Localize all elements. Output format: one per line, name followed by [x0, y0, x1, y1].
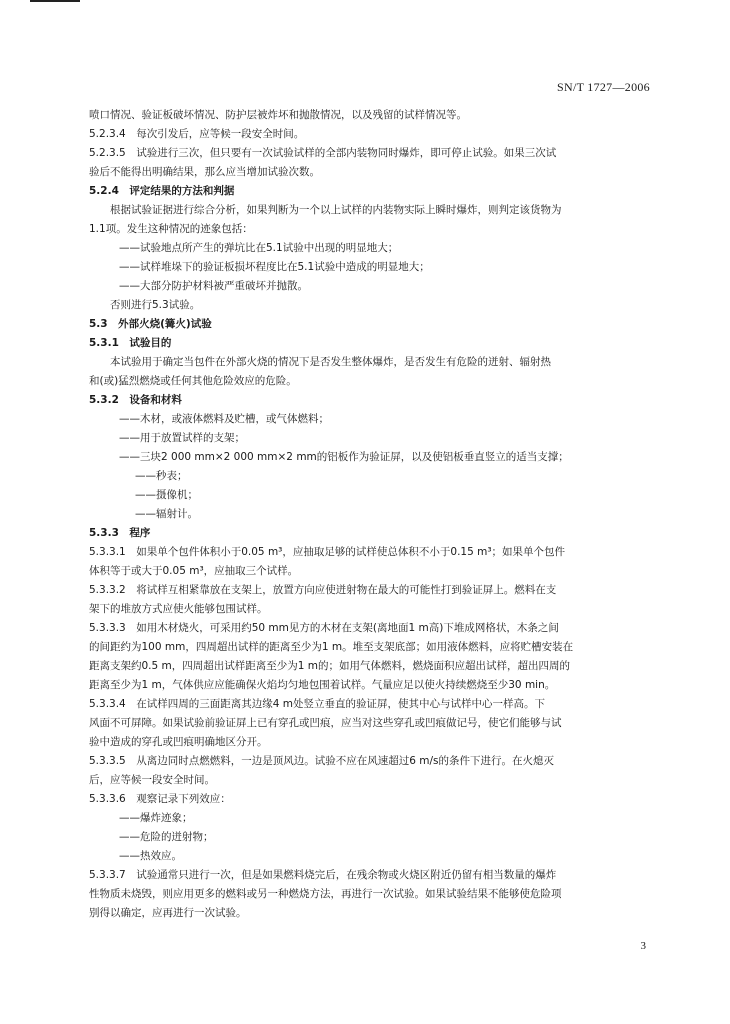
- text-line: 验后不能得出明确结果，那么应当增加试验次数。: [89, 166, 320, 178]
- document-body: [89, 106, 650, 923]
- list-item: ——木材，或液体燃料及贮槽，或气体燃料；: [119, 413, 329, 425]
- text-line: 风面不可屏障。如果试验前验证屏上已有穿孔或凹痕，应当对这些穿孔或凹痕做记号，使它们能够与试: [89, 717, 562, 729]
- clause-5-3-3-4: 5.3.3.4 在试样四周的三面距离其边缘4 m处竖立垂直的验证屏，使其中心与试样中心一样高。下: [89, 698, 545, 710]
- text-line: 别得以确定，应再进行一次试验。: [89, 907, 247, 919]
- list-item: ——用于放置试样的支架；: [119, 432, 245, 444]
- text-line: 架下的堆放方式应使火能够包围试样。: [89, 603, 268, 615]
- list-item: ——大部分防护材料被严重破坏并抛散。: [119, 280, 308, 292]
- clause-5-3-3-3: 5.3.3.3 如用木材烧火，可采用约50 mm见方的木材在支架(离地面1 m高)下堆成网格状，木条之间: [89, 622, 559, 634]
- section-heading-5-3-1: 5.3.1 试验目的: [89, 337, 172, 349]
- section-heading-5-3-3: 5.3.3 程序: [89, 527, 151, 539]
- clause-5-3-3-1: 5.3.3.1 如果单个包件体积小于0.05 m³，应抽取足够的试样使总体积不小于0.15 m³；如果单个包件: [89, 546, 566, 558]
- clause-5-3-3-6: 5.3.3.6 观察记录下列效应：: [89, 793, 231, 805]
- text-line: 距离支架约0.5 m，四周超出试样距离至少为1 m的；如用气体燃料，燃烧面积应超出试样，超出四周的: [89, 660, 571, 672]
- text-line: 验中造成的穿孔或凹痕明确地区分开。: [89, 736, 268, 748]
- text-line: 和(或)猛烈燃烧或任何其他危险效应的危险。: [89, 375, 297, 387]
- clause-5-3-3-5: 5.3.3.5 从离边同时点燃燃料，一边是顶风边。试验不应在风速超过6 m/s的条件下进行。在火熄灭: [89, 755, 554, 767]
- section-heading-5-3: 5.3 外部火烧(篝火)试验: [89, 318, 212, 330]
- standard-number: SN/T 1727—2006: [557, 80, 650, 94]
- text-line: 的间距约为100 mm，四周超出试样的距离至少为1 m。堆至支架底部；如用液体燃料，应将贮槽安装在: [89, 641, 574, 653]
- list-item: ——试样堆垛下的验证板损坏程度比在5.1试验中造成的明显地大；: [119, 261, 430, 273]
- list-item: ——三块2 000 mm×2 000 mm×2 mm的铝板作为验证屏，以及使铝板垂直竖立的适当支撑；: [119, 451, 569, 463]
- text-line: 1.1项。发生这种情况的迹象包括：: [89, 223, 253, 235]
- list-item: ——热效应。: [119, 850, 182, 862]
- list-item: ——摄像机；: [135, 489, 198, 501]
- list-item: ——试验地点所产生的弹坑比在5.1试验中出现的明显地大；: [119, 242, 399, 254]
- text-line: 否则进行5.3试验。: [110, 299, 201, 311]
- clause-5-3-3-7: 5.3.3.7 试验通常只进行一次，但是如果燃料烧完后，在残余物或火烧区附近仍留有相当数量的爆炸: [89, 869, 557, 881]
- text-line: 体积等于或大于0.05 m³，应抽取三个试样。: [89, 565, 299, 577]
- clause-5-2-3-5: 5.2.3.5 试验进行三次，但只要有一次试验试样的全部内装物同时爆炸，即可停止试验。如果三次试: [89, 147, 557, 159]
- section-heading-5-2-4: 5.2.4 评定结果的方法和判据: [89, 185, 235, 197]
- section-heading-5-3-2: 5.3.2 设备和材料: [89, 394, 182, 406]
- list-item: ——秒表；: [135, 470, 188, 482]
- list-item: ——爆炸迹象；: [119, 812, 193, 824]
- page-number: 3: [640, 940, 646, 952]
- text-line: 根据试验证据进行综合分析，如果判断为一个以上试样的内装物实际上瞬时爆炸，则判定该货物为: [110, 204, 562, 216]
- clause-5-2-3-4: 5.2.3.4 每次引发后，应等候一段安全时间。: [89, 128, 305, 140]
- clause-5-3-3-2: 5.3.3.2 将试样互相紧靠放在支架上，放置方向应使迸射物在最大的可能性打到验证屏上。燃料在支: [89, 584, 557, 596]
- text-line: 本试验用于确定当包件在外部火烧的情况下是否发生整体爆炸，是否发生有危险的迸射、辐射热: [110, 356, 551, 368]
- list-item: ——辐射计。: [135, 508, 198, 520]
- text-line: 性物质未烧毁，则应用更多的燃料或另一种燃烧方法，再进行一次试验。如果试验结果不能够使危险项: [89, 888, 562, 900]
- list-item: ——危险的迸射物；: [119, 831, 214, 843]
- text-line: 距离至少为1 m，气体供应应能确保火焰均匀地包围着试样。气量应足以使火持续燃烧至少30 min。: [89, 679, 556, 691]
- text-line: 后，应等候一段安全时间。: [89, 774, 215, 786]
- top-edge-mark: [30, 0, 80, 2]
- text-line: 喷口情况、验证板破坏情况、防护层被炸坏和抛散情况，以及残留的试样情况等。: [89, 109, 467, 121]
